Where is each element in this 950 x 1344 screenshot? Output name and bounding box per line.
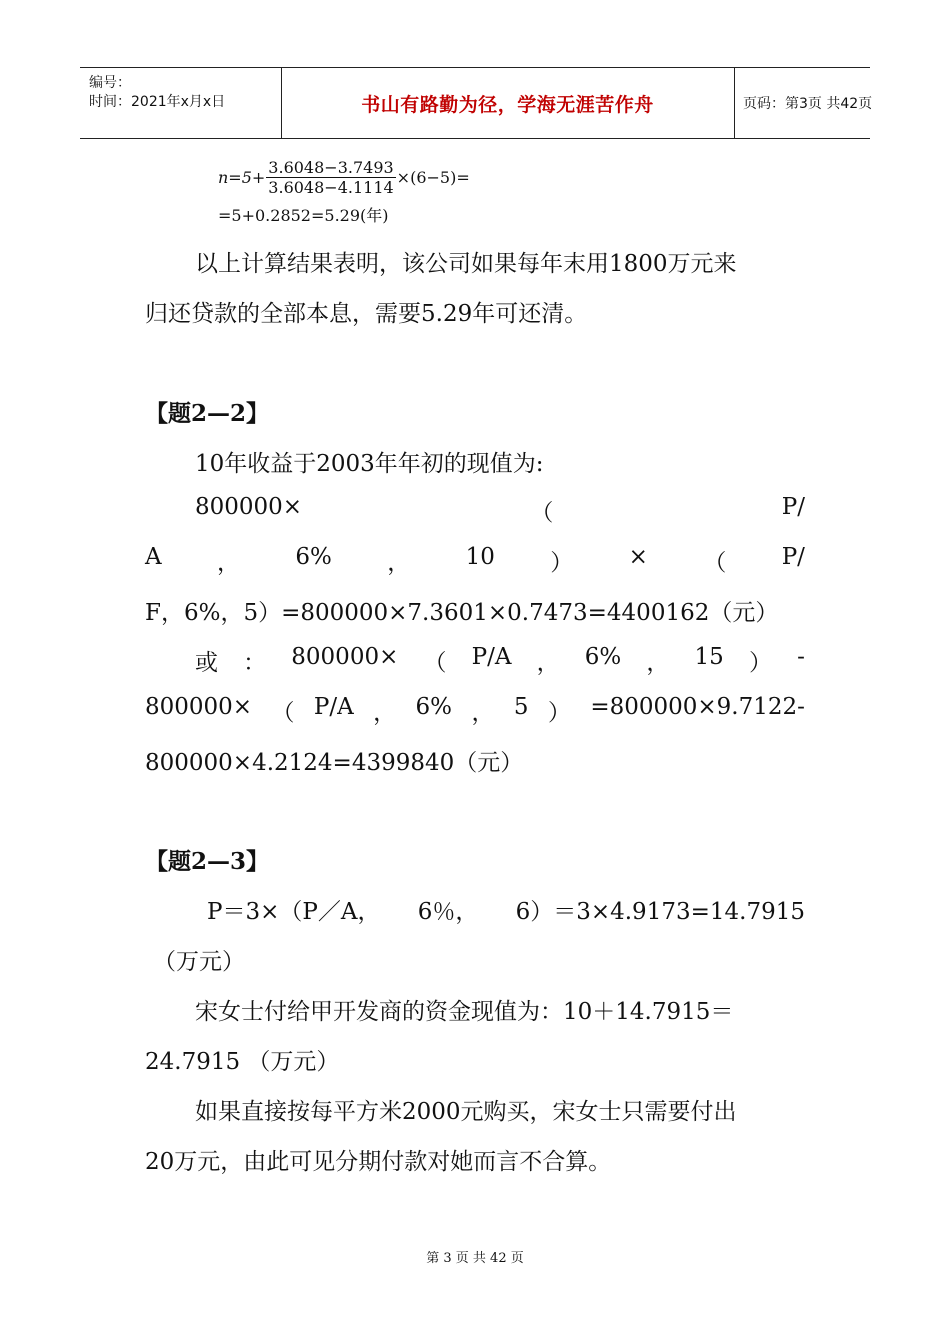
q2-row5-token: ， (471, 700, 495, 726)
q2-row1-token: 800000× (195, 494, 303, 520)
formula-fraction (266, 158, 395, 197)
paragraph-1-line-1: 以上计算结果表明，该公司如果每年末用1800万元来 (195, 251, 737, 277)
formula-lhs: n=5+ (218, 168, 266, 187)
q3-row3-text: 宋女士付给甲开发商的资金现值为：10＋14.7915＝ (195, 999, 734, 1025)
q2-row5-token: ， (373, 700, 397, 726)
q2-row5-token: ） (547, 700, 571, 726)
q2-row5-token: 800000× (145, 694, 253, 720)
formula-line-1 (218, 158, 470, 197)
q2-row4-token: - (797, 644, 805, 670)
q3-row-2: （万元） (153, 949, 245, 975)
header-motto-cell (281, 68, 735, 138)
formula-numerator: 3.6048−3.7493 (268, 158, 394, 177)
q2-row2-token: 10 (465, 544, 495, 570)
q2-row2-token: （ (703, 550, 727, 576)
q2-row5-token: =800000×9.7122- (590, 694, 805, 720)
q2-row4-token: 15 (694, 644, 724, 670)
section-heading-2-3: 【题2—3】 (145, 848, 270, 875)
q2-row-3: F，6%，5）=800000×7.3601×0.7473=4400162（元） (145, 600, 779, 626)
q2-row-2 (145, 544, 805, 577)
q2-row-5 (145, 694, 805, 727)
header-page-cell (734, 68, 873, 138)
q2-row1-token: P/ (781, 494, 805, 520)
page-header (80, 67, 873, 139)
q2-row-1 (195, 494, 805, 527)
document-number-label: 编号： (89, 75, 131, 91)
q2-row4-token: 或 (195, 650, 218, 676)
q2-row4-token: ） (748, 650, 772, 676)
q2-row5-token: （ (271, 700, 295, 726)
q3-row1-token: 6％， (417, 899, 479, 925)
formula-denominator: 3.6048−4.1114 (268, 178, 394, 197)
q2-row4-token: ， (536, 650, 560, 676)
formula-tail: ×(6−5)= (396, 168, 470, 187)
q3-row-1 (207, 893, 805, 926)
q2-row1-token: （ (530, 500, 554, 526)
q2-row-6: 800000×4.2124=4399840（元） (145, 750, 524, 776)
q3-row1-token: 6）＝3×4.9173=14.7915 (515, 899, 805, 925)
q2-row4-token: ， (646, 650, 670, 676)
q2-row4-token: （ (423, 650, 447, 676)
q2-row4-token: 6% (584, 644, 622, 670)
q2-row4-token: ： (243, 650, 267, 676)
q2-row2-token: A (145, 544, 162, 570)
q2-intro: 10年收益于2003年年初的现值为: (195, 451, 544, 477)
q2-row5-token: 6% (415, 694, 453, 720)
q3-row-6: 20万元，由此可见分期付款对她而言不合算。 (145, 1149, 612, 1175)
q2-row2-token: ， (217, 550, 240, 576)
q3-row-5: 如果直接按每平方米2000元购买，宋女士只需要付出 (195, 1099, 737, 1125)
q2-row5-token: P/A (313, 694, 354, 720)
q2-row2-token: × (628, 544, 648, 570)
header-page-info: 页码：第3页 共42页 (743, 96, 873, 112)
q2-row4-token: 800000× (291, 644, 399, 670)
q2-row4-token: P/A (471, 644, 512, 670)
formula-line-2: =5+0.2852=5.29(年) (218, 206, 389, 225)
paragraph-1-line-2: 归还贷款的全部本息，需要5.29年可还清。 (145, 301, 588, 327)
q3-row-4: 24.7915 （万元） (145, 1049, 340, 1075)
header-motto: 书山有路勤为径，学海无涯苦作舟 (361, 93, 654, 116)
section-heading-2-2: 【题2—2】 (145, 400, 270, 427)
q2-row-4 (195, 644, 805, 677)
q2-row2-token: 6% (295, 544, 332, 570)
document-date-label: 时间：2021年x月x日 (89, 94, 226, 110)
q2-row5-token: 5 (513, 694, 529, 720)
page-footer: 第 3 页 共 42 页 (426, 1251, 524, 1266)
q2-row2-token: ） (550, 550, 574, 576)
q2-row2-token: ， (387, 550, 411, 576)
q2-row2-token: P/ (781, 544, 805, 570)
q3-row-3 (195, 993, 805, 1026)
header-meta-cell (80, 68, 282, 138)
q3-row1-token: P＝3×（P／A， (207, 899, 381, 925)
